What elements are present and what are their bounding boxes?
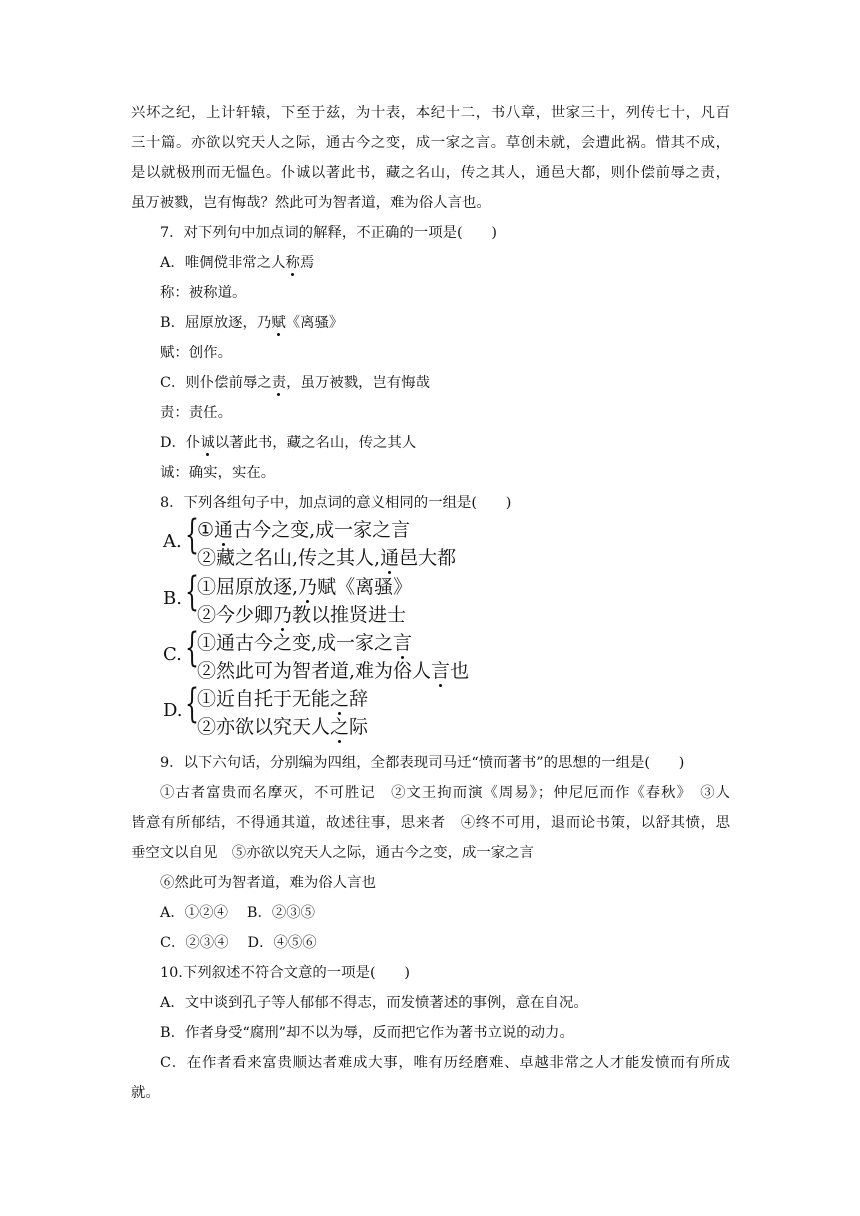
q8-c-letter: C. — [163, 644, 182, 665]
q7-option-c-note: 责：责任。 — [160, 405, 232, 421]
q7-option-a: A．唯倜傥非常之人称焉 — [160, 255, 315, 271]
q9-sentences-line-1: ①古者富贵而名摩灭，不可胜记 ②文王拘而演《周易》；仲尼厄而作《春秋》 ③人 — [160, 785, 730, 801]
q8-c-sentence-1: ①通古今之变,成一家之言 — [197, 632, 413, 654]
passage-line-4: 虽万被戮，岂有悔哉？然此可为智者道，难为俗人言也。 — [131, 195, 491, 211]
q7-option-c: C．则仆偿前辱之责，虽万被戮，岂有悔哉 — [160, 375, 431, 391]
q7-option-b: B．屈原放逐，乃赋《离骚》 — [160, 315, 344, 331]
q8-a-letter: A. — [163, 531, 182, 552]
q9-options-cd: C．②③④ D．④⑤⑥ — [160, 935, 317, 951]
q9-options-ab: A．①②④ B．②③⑤ — [160, 905, 316, 921]
q7-option-d: D．仆诚以著此书，藏之名山，传之其人 — [160, 435, 417, 451]
q8-d-letter: D. — [163, 700, 183, 721]
q7-option-b-note: 赋：创作。 — [160, 345, 232, 361]
q8-b-sentence-1: ①屈原放逐,乃赋《离骚》 — [197, 576, 413, 598]
q7-stem: 7．对下列句中加点词的解释，不正确的一项是( ) — [160, 225, 497, 241]
q10-option-c-line-1: C．在作者看来富贵顺达者难成大事，唯有历经磨难、卓越非常之人才能发愤而有所成 — [160, 1055, 730, 1071]
q8-b-letter: B. — [163, 588, 182, 609]
q10-stem: 10.下列叙述不符合文意的一项是( ) — [160, 965, 410, 981]
q9-stem: 9．以下六句话，分别编为四组，全都表现司马迁“愤而著书”的思想的一组是( ) — [160, 755, 685, 771]
q7-option-a-note: 称：被称道。 — [160, 285, 247, 301]
q9-sentences-line-3: 垂空文以自见 ⑤亦欲以究天人之际，通古今之变，成一家之言 — [131, 845, 534, 861]
brace-icon: { — [185, 681, 199, 727]
q9-sentences-line-2: 皆意有所郁结，不得通其道，故述往事，思来者 ④终不可用，退而论书策，以舒其愤，思 — [131, 815, 730, 831]
passage-line-3: 是以就极刑而无愠色。仆诚以著此书，藏之名山，传之其人，通邑大都，则仆偿前辱之责， — [131, 165, 730, 181]
q7-c-dotted-word: 责 — [271, 375, 287, 391]
q8-a-sentence-1: ①通古今之变,成一家之言 — [197, 519, 411, 541]
q7-a-dotted-word: 称 — [285, 255, 300, 271]
q8-a-sentence-2: ②藏之名山,传之其人,通邑大都 — [197, 547, 457, 569]
q8-c-sentence-2: ②然此可为智者道,难为俗人言也 — [197, 660, 470, 682]
q10-option-b: B．作者身受“腐刑”却不以为辱，反而把它作为著书立说的动力。 — [160, 1025, 574, 1041]
q7-d-dotted-word: 诚 — [200, 435, 215, 451]
brace-icon: { — [185, 625, 199, 671]
q7-b-dotted-word: 赋 — [271, 315, 286, 331]
q9-sentences-line-4: ⑥然此可为智者道，难为俗人言也 — [160, 875, 376, 891]
q8-b-sentence-2: ②今少卿乃教以推贤进士 — [197, 604, 407, 626]
q8-stem: 8．下列各组句子中，加点词的意义相同的一组是( ) — [160, 495, 512, 511]
brace-icon: { — [185, 569, 199, 615]
q8-d-sentence-2: ②亦欲以究天人之际 — [197, 716, 369, 738]
q7-option-d-note: 诚：确实，实在。 — [160, 465, 276, 481]
passage-line-1: 兴坏之纪，上计轩辕，下至于兹，为十表，本纪十二，书八章，世家三十，列传七十，凡百 — [131, 105, 730, 121]
q10-option-a: A．文中谈到孔子等人郁郁不得志，而发愤著述的事例，意在自况。 — [160, 995, 588, 1011]
passage-line-2: 三十篇。亦欲以究天人之际，通古今之变，成一家之言。草创未就，会遭此祸。惜其不成， — [131, 135, 730, 151]
q10-option-c-line-2: 就。 — [131, 1085, 160, 1101]
q8-d-sentence-1: ①近自托于无能之辞 — [197, 688, 369, 710]
brace-icon: { — [185, 512, 199, 558]
